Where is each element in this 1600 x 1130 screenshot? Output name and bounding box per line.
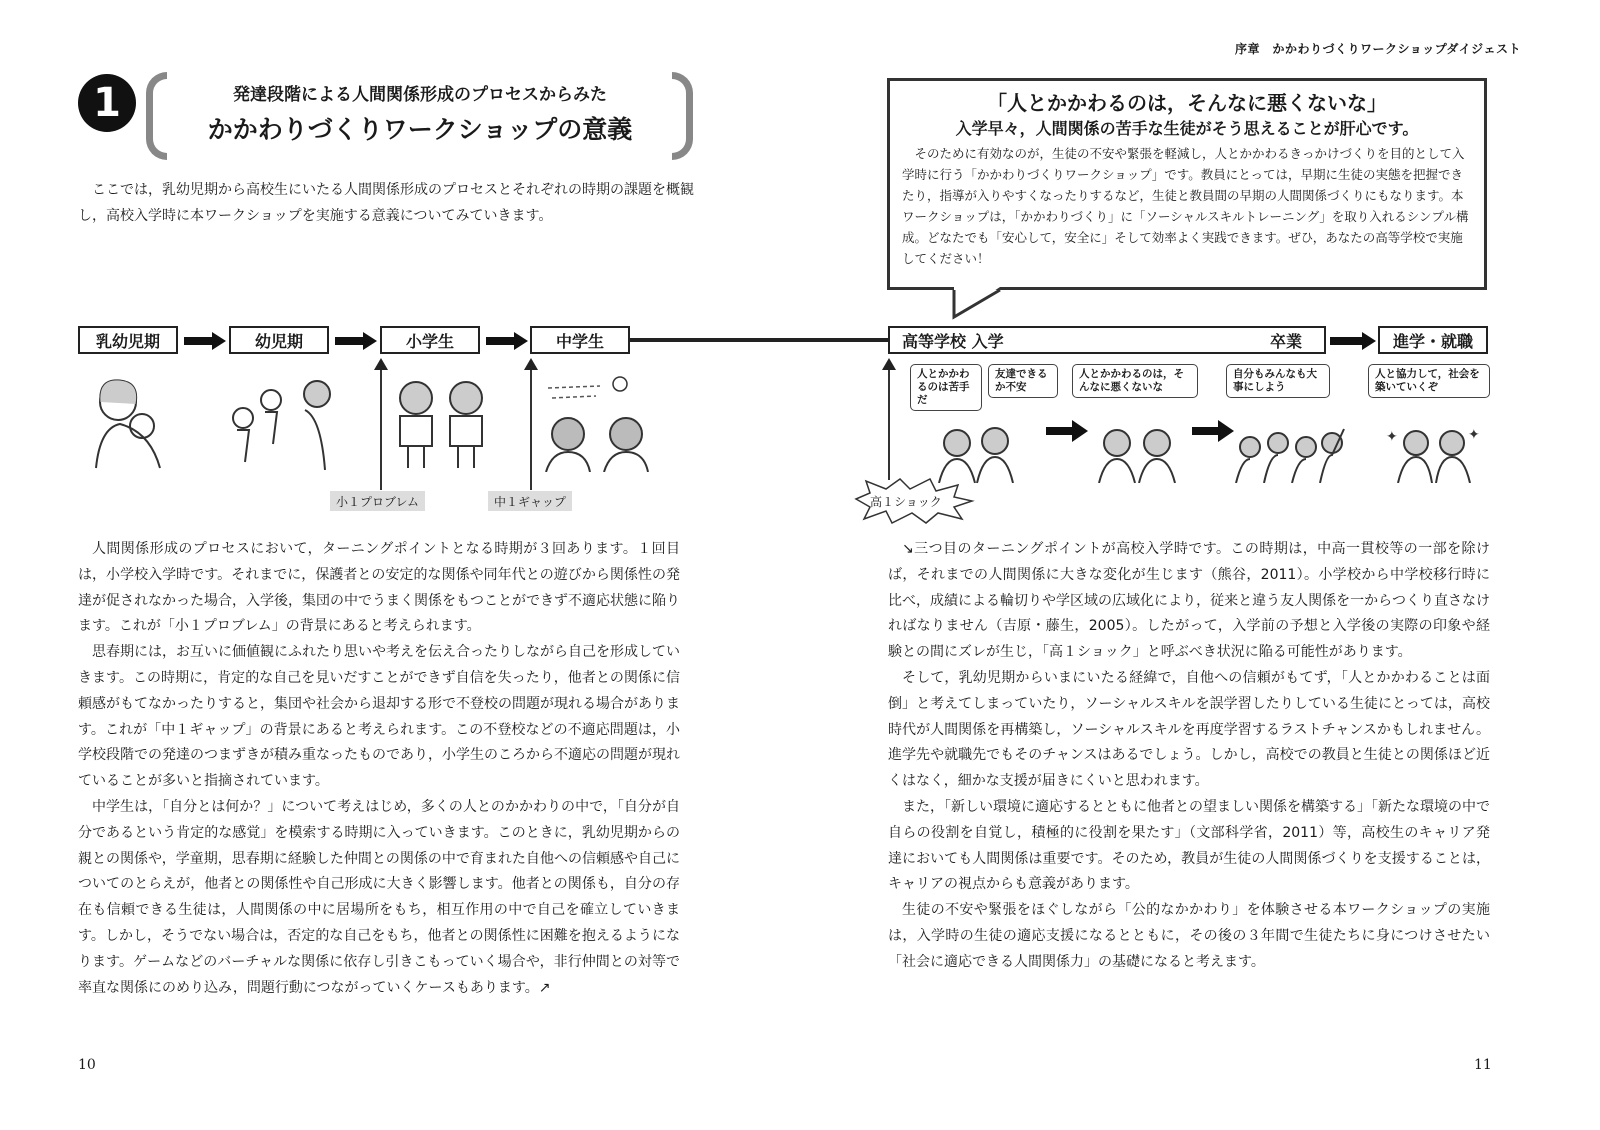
students-worried-illustration bbox=[935, 425, 1025, 483]
left-paragraph-2: 思春期には，お互いに価値観にふれたり思いや考えを伝え合ったりしながら自己を形成していきます。この時期に，肯定的な自己を見いだすことができず自信を失ったり，他者との関係に信頼感がもてなかったりすると，集団や社会から退却する形で不登校の問題が現れる場合があります。これが「中１ギャップ」の背景にあると考えられます。この不登校などの不適応問題は，小学校段階での発達のつまずきが積み重なったものであり，小学生のころから不適応の問題が現れていることが多いと指摘されています。 bbox=[78, 644, 680, 790]
bubble-build-society: 人と協力して，社会を築いていくぞ bbox=[1368, 364, 1490, 398]
right-paragraph-3: また，「新しい環境に適応するとともに他者との望ましい関係を構築する」「新たな環境の中で自らの役割を自覚し，積極的に役割を果たす」（文部科学省，2011）等，高校生のキャリア発達においても人間関係は重要です。そのため，教員が生徒の人間関係づくりを支援することは，キャリアの視点からも意義があります。 bbox=[888, 798, 1490, 893]
children-illustration bbox=[225, 378, 340, 470]
arrow-up-icon bbox=[524, 358, 538, 370]
right-paragraph-1: ↘三つ目のターニングポイントが高校入学時です。この時期は，中高一貫校等の一部を除けば，それまでの人間関係に大きな変化が生じます（熊谷，2011）。小学校から中学校移行時に比べ，成績による輪切りや学区域の広域化により，従来と違う友人関係を一からつくり直さなければなりません（吉原・藤生，2005）。したがって，入学前の予想と入学後の実際の印象や経験との間にズレが生じ，「高１ショック」と呼ぶべき状況に陥る可能性があります。 bbox=[888, 541, 1490, 661]
arrow-right-icon bbox=[1330, 332, 1376, 350]
right-paragraph-4: 生徒の不安や緊張をほぐしながら「公的なかかわり」を体験させる本ワークショップの実施は，入学時の生徒の適応支援になるとともに，その後の３年間で生徒たちに身につけさせたい「社会に適応できる人間関係力」の基礎になると考えます。 bbox=[888, 902, 1490, 970]
bubble-everyone-matters: 自分もみんなも大事にしよう bbox=[1226, 364, 1330, 398]
callout-body: そのために有効なのが，生徒の不安や緊張を軽減し，人とかかわるきっかけづくりを目的として入学時に行う「かかわりづくりワークショップ」です。教員にとっては，早期に生徒の実態を把握できたり，指導が入りやすくなったりするなど，生徒と教員間の早期の人間関係づくりにもなります。本ワークショップは，「かかわりづくり」に「ソーシャルスキルトレーニング」を取り入れるシンプル構成。どなたでも「安心して，安全に」そして効率よく実践できます。ぜひ，あなたの高等学校で実施してください！ bbox=[902, 146, 1469, 266]
marker-line-highschool bbox=[888, 362, 890, 480]
intro-paragraph: ここでは，乳幼児期から高校生にいたる人間関係形成のプロセスとそれぞれの時期の課題を概観し，高校入学時に本ワークショップを実施する意義についてみていきます。 bbox=[78, 182, 694, 224]
bubble-anxious: 友達できるか不安 bbox=[988, 364, 1058, 398]
stage-high-school bbox=[888, 326, 1326, 354]
right-body bbox=[888, 537, 1490, 976]
marker-line-elementary bbox=[380, 362, 382, 490]
svg-text:✦: ✦ bbox=[1386, 429, 1398, 445]
arrow-up-icon bbox=[882, 358, 896, 370]
bubble-uncomfortable: 人とかかわるのは苦手だ bbox=[910, 364, 982, 411]
bubble-not-bad: 人とかかわるのは，そんなに悪くないな bbox=[1072, 364, 1198, 398]
arrow-right-icon bbox=[1192, 420, 1234, 442]
running-head: 序章 かかわりづくりワークショップダイジェスト bbox=[1235, 42, 1521, 56]
left-body bbox=[78, 537, 680, 1001]
title-bracket-right bbox=[672, 72, 693, 160]
hs-graduation-label: 卒業 bbox=[1269, 331, 1302, 351]
tag-kou1-shock: 高１ショック bbox=[870, 495, 942, 509]
tag-chu1-gap: 中１ギャップ bbox=[488, 491, 572, 511]
mother-baby-illustration bbox=[90, 372, 170, 472]
section-title: かかわりづくりワークショップの意義 bbox=[207, 115, 633, 144]
right-paragraph-2: そして，乳幼児期からいまにいたる経緯で，自他への信頼がもてず，「人とかかわることは面倒」と考えてしまっていたり，ソーシャルスキルを誤学習したりしている生徒にとっては，高校時代が人間関係を再構築し，ソーシャルスキルを再度学習するラストチャンスかもしれません。進学先や就職先でもそのチャンスはあるでしょう。しかし，高校での教員と生徒との関係ほど近くはなく，細かな支援が届きにくいと思われます。 bbox=[888, 669, 1490, 790]
stage-junior-high: 中学生 bbox=[530, 326, 630, 354]
left-paragraph-3: 中学生は，「自分とは何か？」について考えはじめ，多くの人とのかかわりの中で，「自分が自分であるという肯定的な感覚」を模索する時期に入っていきます。このときに，乳幼児期からの親との関係や，学童期，思春期に経験した仲間との関係の中で育まれた自他への信頼感や自己についてのとらえが，他者との関係性や自己形成に大きく影響します。他者との関係も，自分の存在も信頼できる生徒は，人間関係の中に居場所をもち，相互作用の中で自己を確立していきます。しかし，そうでない場合は，否定的な自己をもち，他者との関係性に困難を抱えるようになります。ゲームなどのバーチャルな関係に依存し引きこもっていく場合や，非行仲間との対等で率直な関係にのめり込み，問題行動につながっていくケースもあります。↗ bbox=[78, 798, 680, 996]
stage-elementary: 小学生 bbox=[380, 326, 480, 354]
elementary-students-illustration bbox=[388, 372, 498, 472]
stage-career: 進学・就職 bbox=[1378, 326, 1488, 354]
callout-lead: 入学早々，人間関係の苦手な生徒がそう思えることが肝心です。 bbox=[955, 119, 1419, 138]
arrow-right-icon bbox=[184, 332, 226, 350]
arrow-right-icon bbox=[1046, 420, 1088, 442]
graduates-illustration bbox=[1384, 425, 1484, 483]
page-number-right: 11 bbox=[1474, 1057, 1492, 1073]
arrow-right-icon bbox=[486, 332, 528, 350]
classroom-illustration bbox=[540, 372, 650, 472]
callout-tail bbox=[950, 287, 1010, 321]
tag-sho1-problem: 小１プロブレム bbox=[330, 491, 425, 511]
svg-text:✦: ✦ bbox=[1468, 427, 1480, 443]
stage-infant: 乳幼児期 bbox=[78, 326, 178, 354]
callout-quote: 「人とかかわるのは，そんなに悪くないな」 bbox=[987, 91, 1387, 115]
students-relaxed-illustration bbox=[1095, 425, 1185, 483]
arrow-up-icon bbox=[374, 358, 388, 370]
timeline-line bbox=[629, 338, 889, 342]
stage-preschool: 幼児期 bbox=[229, 326, 329, 354]
section-number-badge: 1 bbox=[78, 74, 136, 132]
students-group-illustration bbox=[1232, 425, 1352, 483]
page-number-left: 10 bbox=[78, 1057, 96, 1073]
section-subtitle: 発達段階による人間関係形成のプロセスからみた bbox=[233, 85, 607, 105]
arrow-right-icon bbox=[335, 332, 377, 350]
hs-entry-label: 高等学校 入学 bbox=[902, 331, 1004, 351]
left-paragraph-1: 人間関係形成のプロセスにおいて，ターニングポイントとなる時期が３回あります。１回目は，小学校入学時です。それまでに，保護者との安定的な関係や同年代との遊びから関係性の発達が促されなかった場合，入学後，集団の中でうまく関係をもつことができず不適応状態に陥ります。これが「小１プロブレム」の背景にあると考えられます。 bbox=[78, 541, 680, 635]
title-bracket-left bbox=[146, 72, 167, 160]
marker-line-juniorhigh bbox=[530, 362, 532, 490]
callout-box bbox=[887, 78, 1487, 290]
